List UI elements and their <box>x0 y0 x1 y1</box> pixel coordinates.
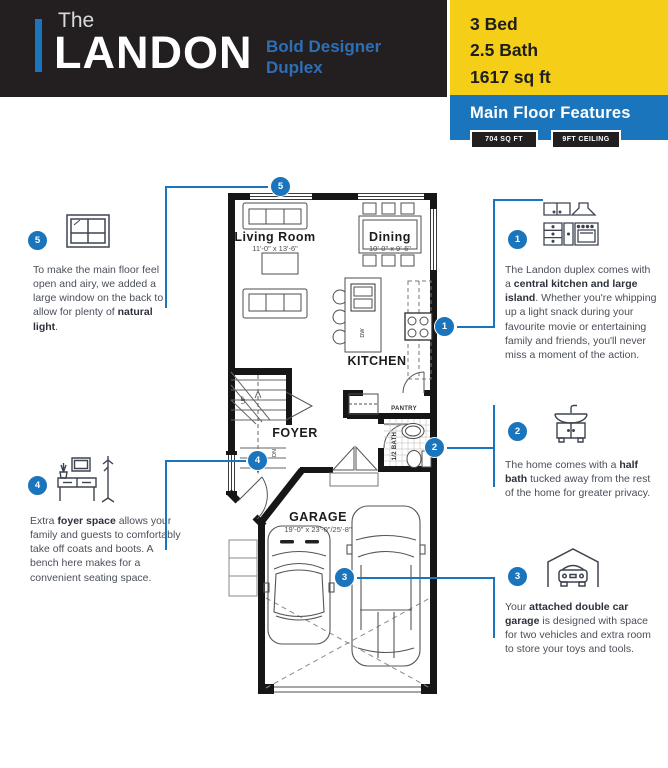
ceiling-badge: 9FT CEILING <box>551 130 621 149</box>
plan-marker-1: 1 <box>434 316 455 337</box>
spec-baths: 2.5 Bath <box>470 40 539 61</box>
porch-steps <box>229 540 257 596</box>
series-prefix: The <box>58 9 95 32</box>
callout-3-text: Your attached double car garage is designed with space for two vehicles and extra room to store your toys and tools. <box>505 600 651 656</box>
features-title: Main Floor Features <box>470 104 631 122</box>
living-room-label: Living Room <box>234 230 316 244</box>
specs-panel <box>450 0 668 95</box>
kitchen-label: KITCHEN <box>347 354 407 368</box>
garage-icon <box>546 546 600 588</box>
plan-marker-3: 3 <box>334 567 355 588</box>
stairs-up-label: UP <box>241 396 247 404</box>
sqft-badge: 704 SQ FT <box>470 130 538 149</box>
walls <box>226 193 437 694</box>
callout-3-number: 3 <box>507 566 528 587</box>
plan-marker-2: 2 <box>424 437 445 458</box>
stairs-down-label: DN <box>272 449 278 457</box>
kitchen-icon <box>543 202 599 246</box>
living-room-furniture <box>243 203 307 318</box>
foyer-bench-icon <box>46 452 118 504</box>
callout-1-text: The Landon duplex comes with a central kitchen and large island. Whether you're whipping up a light snack during your favourite movie or entertaining family and friends, you'll never miss a moment of the action. <box>505 263 657 362</box>
dining-label: Dining <box>369 230 411 244</box>
tagline-line1: Bold Designer <box>266 37 382 56</box>
tagline <box>266 36 381 79</box>
spec-area: 1617 sq ft <box>470 66 551 87</box>
garage-dims: 19'-0" x 23'-0"/25'-8" <box>284 525 352 534</box>
bath-vanity-icon <box>548 404 594 446</box>
car-left <box>264 526 334 644</box>
callout-2-text: The home comes with a half bath tucked away from the rest of the home for greater privacy. <box>505 458 651 500</box>
garage-door <box>266 598 430 692</box>
header-accent-bar <box>35 19 42 72</box>
pantry-label: PANTRY <box>391 406 417 412</box>
garage-label: GARAGE <box>289 510 347 524</box>
tagline-line2: Duplex <box>266 58 323 78</box>
callout-1-number: 1 <box>507 229 528 250</box>
plan-marker-5: 5 <box>270 176 291 197</box>
callout-4-text: Extra foyer space allows your family and guests to comfortably take off coats and boots. A bench here makes for a convenient seating space. <box>30 514 181 584</box>
spec-beds: 3 Bed <box>470 14 518 34</box>
callout-4-number: 4 <box>27 475 48 496</box>
dishwasher-label: DW <box>360 328 366 338</box>
dining-dims: 10'-0" x 9'-6" <box>369 244 411 253</box>
model-name: LANDON <box>54 27 253 78</box>
plan-marker-4: 4 <box>247 450 268 471</box>
callout-5-text: To make the main floor feel open and airy, we added a large window on the back to allow for plenty of natural light. <box>33 263 164 333</box>
half-bath-label: 1/2 BATH <box>392 431 398 461</box>
callout-5-number: 5 <box>27 230 48 251</box>
living-room-dims: 11'-0" x 13'-6" <box>252 244 298 253</box>
car-right <box>347 506 425 666</box>
foyer-label: FOYER <box>272 426 318 440</box>
callout-2-number: 2 <box>507 421 528 442</box>
header-banner <box>0 0 447 97</box>
window-icon <box>66 214 110 248</box>
